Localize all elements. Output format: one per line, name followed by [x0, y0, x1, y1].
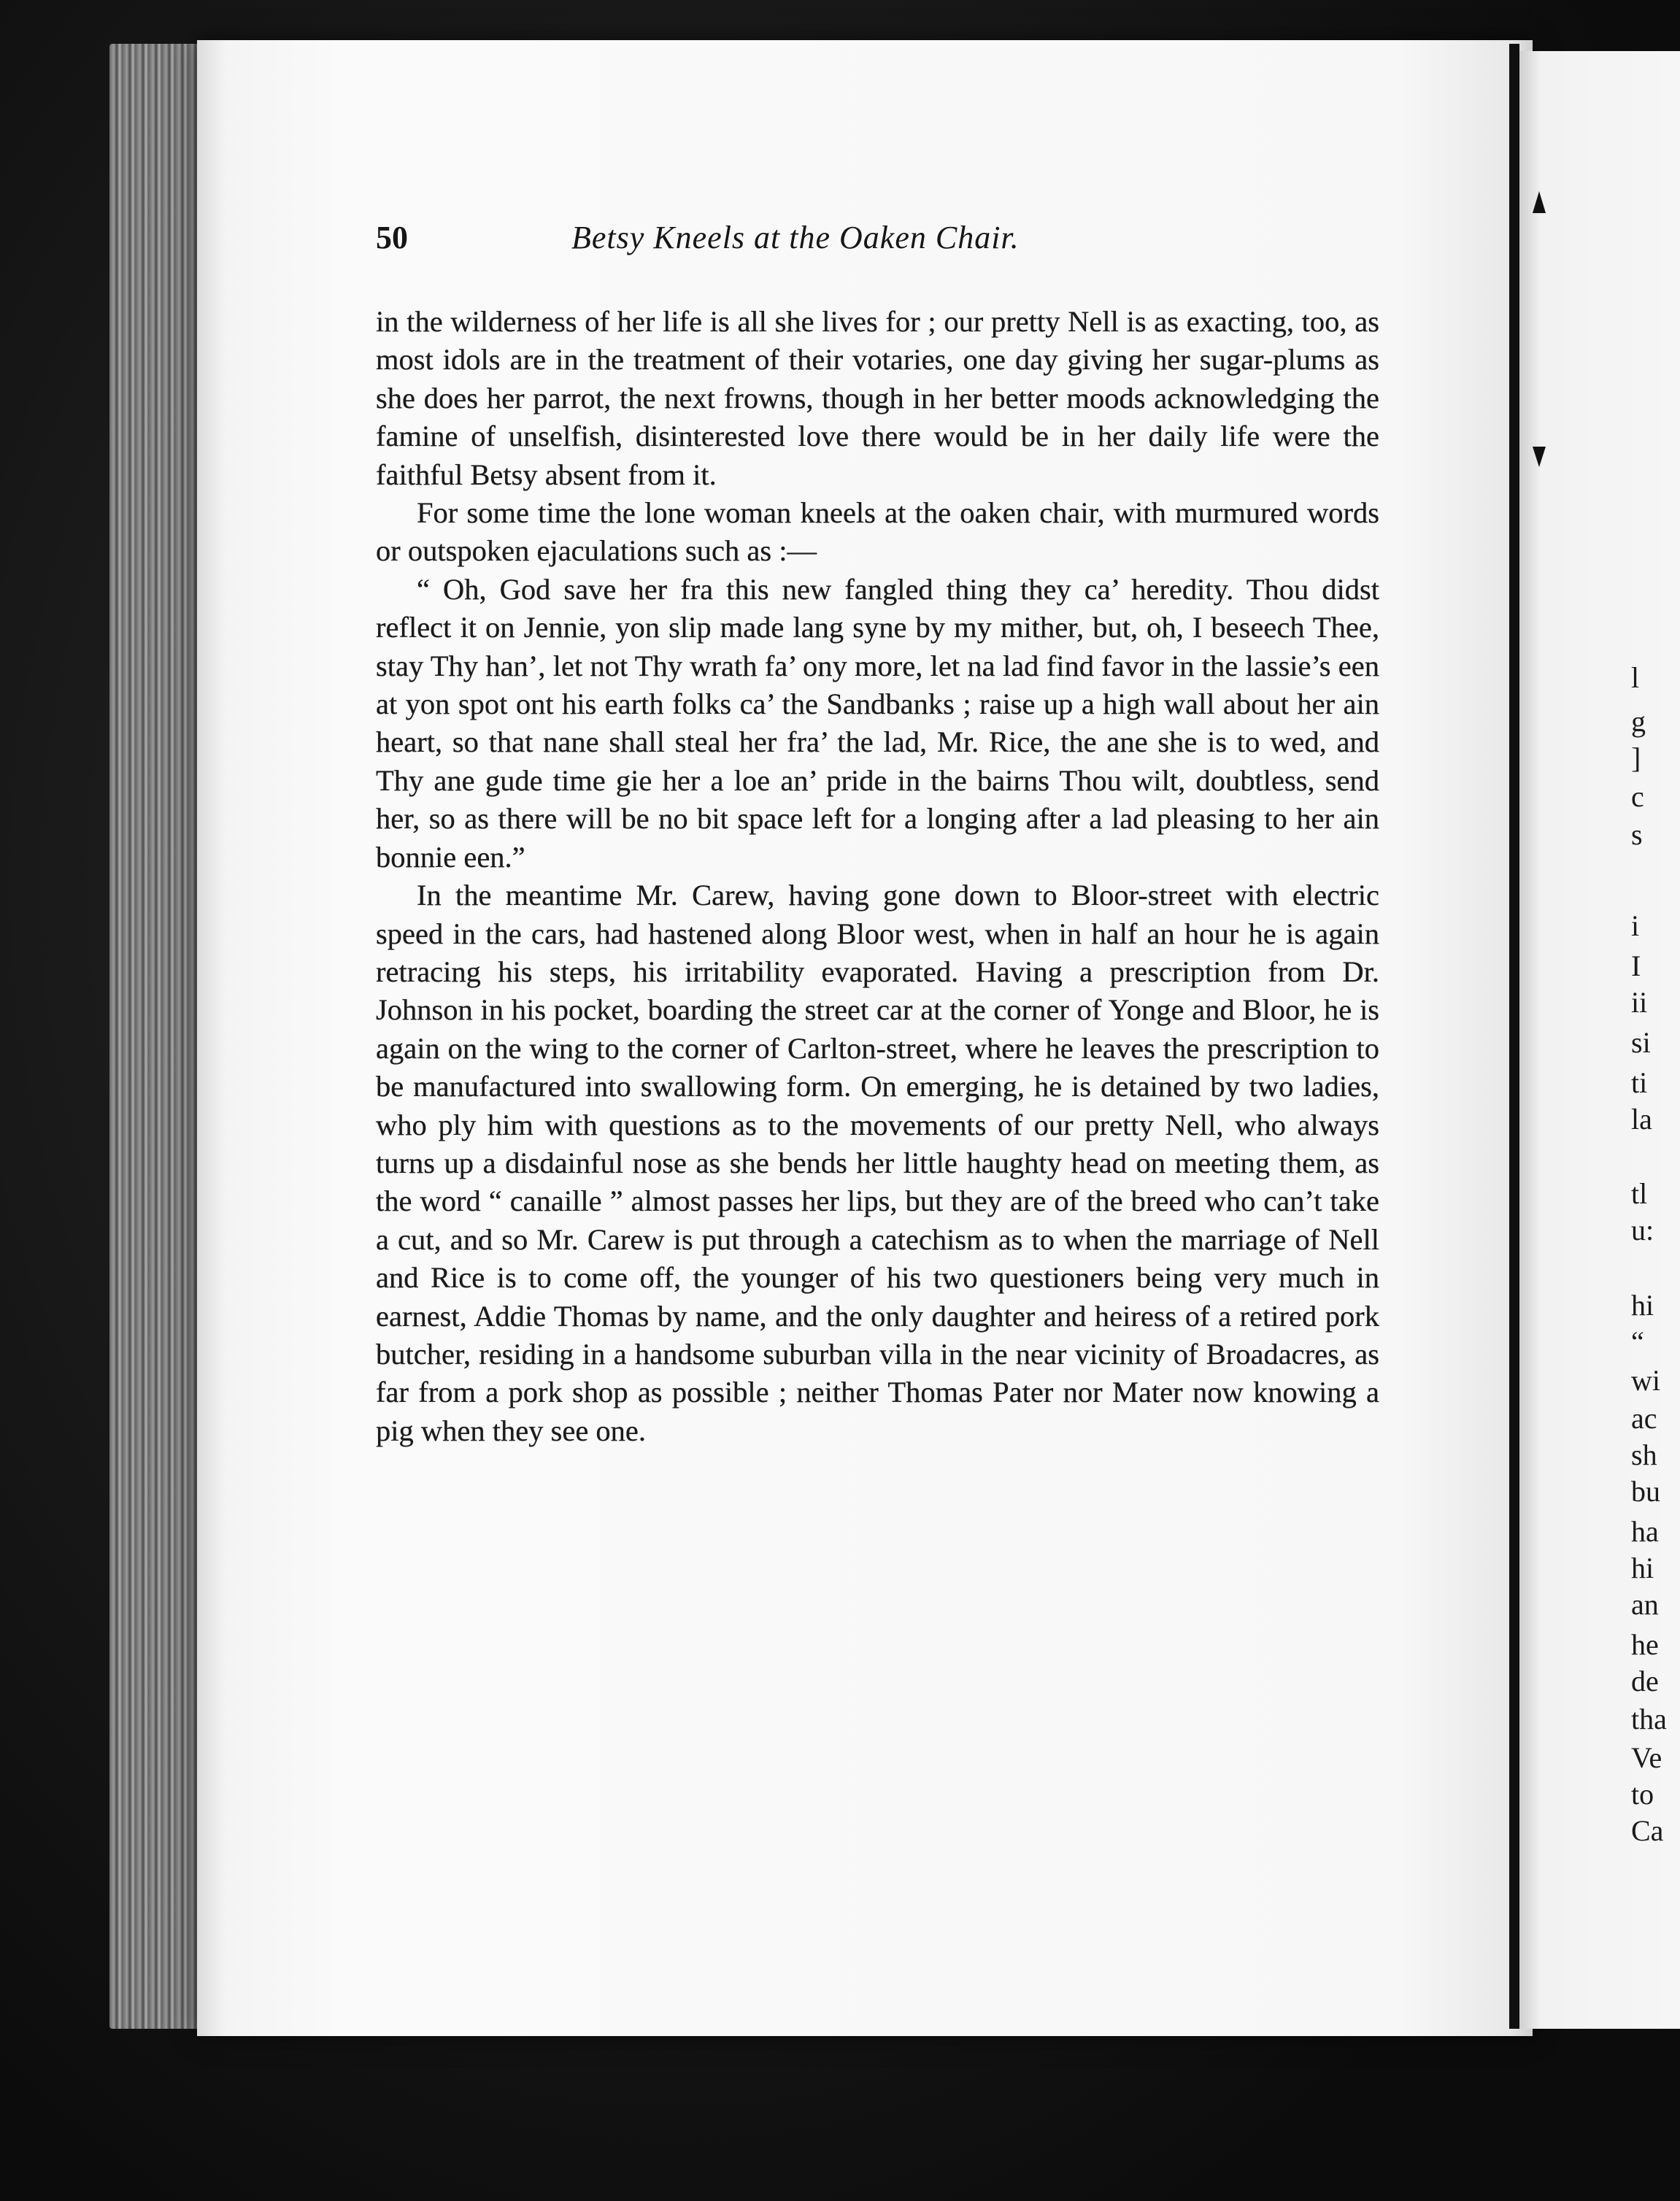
gutter-arrow-mark: [1533, 447, 1546, 467]
facing-page-fragment: “: [1631, 1325, 1644, 1358]
facing-page-fragment: ha: [1631, 1515, 1659, 1548]
facing-page-fragment: ii: [1631, 986, 1648, 1019]
facing-page-fragment: ti: [1631, 1066, 1648, 1099]
facing-page-fragment: bu: [1631, 1475, 1660, 1508]
facing-page-fragment: c: [1631, 780, 1644, 813]
facing-page-fragment: an: [1631, 1588, 1659, 1621]
paragraph: In the meantime Mr. Carew, having gone down to Bloor-street with electric speed in the cars, had hastened along Bloor west, when in half an hour he is again retracing his steps, his irritability evaporated. Having a prescription from Dr. Johnson in his pocket, boarding the street car at the corner of Yonge and Bloor, he is again on the wing to the corner of Carlton-street, where he leaves the prescription to be manufactured into swallowing form. On emerging, he is detained by two ladies, who ply him with questions as to the movements of our pretty Nell, who always turns up a disdainful nose as she bends her little haughty head on meeting them, as the word “ canaille ” almost passes her lips, but they are of the breed who can’t take a cut, and so Mr. Carew is put through a catechism as to when the marriage of Nell and Rice is to come off, the younger of his two questioners being very much in earnest, Addie Thomas by name, and the only daughter and heiress of a retired pork butcher, residing in a handsome suburban villa in the near vicinity of Broadacres, as far from a pork shop as possible ; neither Thomas Pater nor Mater now knowing a pig when they see one.: [376, 879, 1379, 1447]
facing-page-fragment: Ca: [1631, 1814, 1664, 1847]
book-gutter: [1509, 44, 1519, 2029]
facing-page-fragment: tha: [1631, 1703, 1667, 1735]
facing-page-fragment: hi: [1631, 1552, 1654, 1584]
facing-page-fragment: wi: [1631, 1364, 1660, 1397]
paragraph: in the wilderness of her life is all she lives for ; our pretty Nell is as exacting, too, as most idols are in the treatment of their votaries, one day giving her sugar-plums as she does her parrot, the next frowns, though in her better moods acknowledging the famine of unselfish, disinterested love there would be in her daily life were the faithful Betsy absent from it.: [376, 305, 1379, 491]
facing-page-fragment: u:: [1631, 1214, 1654, 1246]
facing-page-fragment: tl: [1631, 1177, 1648, 1210]
facing-page-fragment: he: [1631, 1628, 1659, 1661]
facing-page-fragment: la: [1631, 1103, 1652, 1136]
facing-page-fragment: Ve: [1631, 1741, 1662, 1774]
body-text: [376, 303, 1379, 1450]
paragraph: “ Oh, God save her fra this new fangled thing they ca’ heredity. Thou didst reflect it on Jennie, yon slip made lang syne by my mither, but, oh, I beseech Thee, stay Thy han’, let not Thy wrath fa’ ony more, let na lad find favor in the lassie’s een at yon spot ont his earth folks ca’ the Sandbanks ; raise up a high wall about her ain heart, so that nane shall steal her fra’ the lad, Mr. Rice, the ane she is to wed, and Thy ane gude time gie her a loe an’ pride in the bairns Thou wilt, doubtless, send her, so as there will be no bit space left for a longing after a lad pleasing to her ain bonnie een.”: [376, 572, 1379, 874]
facing-page-fragment: hi: [1631, 1289, 1654, 1322]
running-head: Betsy Kneels at the Oaken Chair.: [571, 220, 1020, 255]
facing-page-fragment: ac: [1631, 1402, 1657, 1435]
facing-page-fragment: si: [1631, 1026, 1651, 1059]
facing-page-fragment: I: [1631, 949, 1641, 982]
book-page-edges: [109, 44, 204, 2029]
gutter-arrow-mark: [1533, 191, 1546, 213]
facing-page-fragment: l: [1631, 661, 1640, 694]
facing-page-text-fragments: [1631, 0, 1680, 2201]
facing-page-fragment: g: [1631, 705, 1646, 738]
facing-page-fragment: to: [1631, 1778, 1654, 1811]
paragraph: For some time the lone woman kneels at the oaken chair, with murmured words or outspoken ejaculations such as :—: [376, 496, 1379, 568]
facing-page-fragment: sh: [1631, 1438, 1657, 1471]
facing-page-fragment: de: [1631, 1665, 1659, 1697]
facing-page-fragment: i: [1631, 909, 1640, 942]
facing-page-fragment: ]: [1631, 741, 1641, 774]
facing-page-fragment: s: [1631, 818, 1643, 851]
page-header: [376, 219, 1383, 270]
page-number: 50: [376, 220, 408, 255]
